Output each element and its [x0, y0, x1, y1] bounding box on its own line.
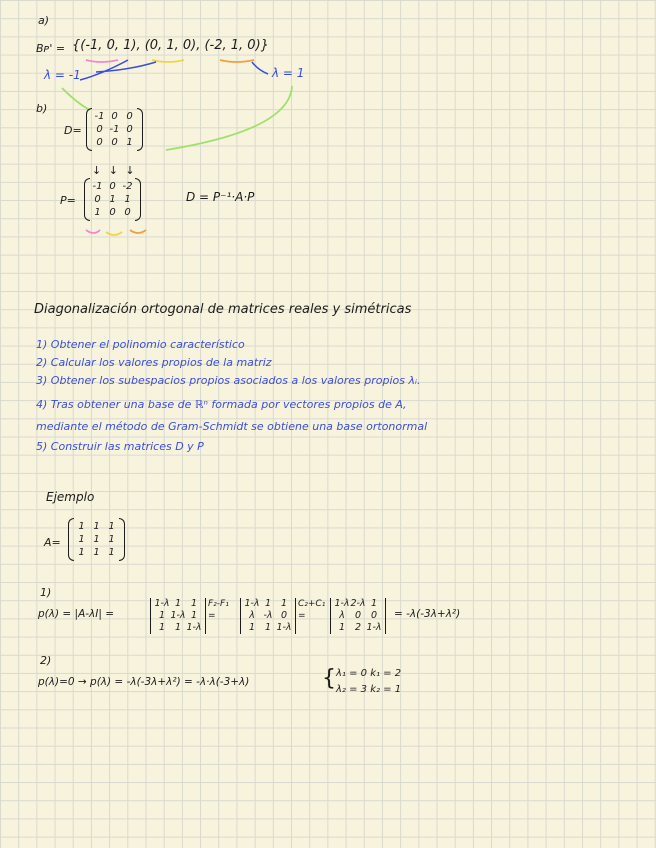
char-poly-result: = -λ(-3λ+λ²)	[394, 608, 461, 620]
part-b-label: b)	[36, 102, 48, 115]
step-1: 1) Obtener el polinomio característico	[36, 338, 245, 351]
d-matrix-label: D=	[64, 124, 82, 137]
eigenvalue-right: λ = 1	[272, 66, 305, 80]
determinant-1: 1-λ 1 1 1 1-λ 1 1 1 1-λ	[150, 598, 206, 634]
step-5: 5) Construir las matrices D y P	[36, 440, 204, 453]
determinant-2: 1-λ 1 1 λ -λ 0 1 1 1-λ	[240, 598, 296, 634]
diagonalization-relation: D = P⁻¹·A·P	[186, 190, 255, 204]
a-matrix: 1 1 1 1 1 1 1 1 1	[74, 520, 119, 559]
eigenvalue-left: λ = -1	[44, 68, 81, 82]
d-matrix: -1 0 0 0 -1 0 0 0 1	[92, 110, 137, 149]
step2-label: 2)	[40, 654, 52, 667]
mapping-arrows: ↓ ↓ ↓	[92, 164, 137, 177]
row-operation: F₂-F₁ =	[208, 599, 229, 621]
step-2: 2) Calcular los valores propios de la matriz	[36, 356, 272, 369]
column-operation: C₂+C₁ =	[298, 599, 326, 621]
basis-set: {(-1, 0, 1), (0, 1, 0), (-2, 1, 0)}	[72, 38, 269, 53]
eigenvalue-2: λ₂ = 3 k₂ = 1	[336, 684, 402, 695]
char-poly-lhs: p(λ) = |A-λI| =	[38, 608, 115, 620]
step-4: 4) Tras obtener una base de ℝⁿ formada por vectores propios de A,	[36, 398, 407, 411]
step-4-continued: mediante el método de Gram-Schmidt se obtiene una base ortonormal	[36, 420, 428, 433]
eigenvalue-1: λ₁ = 0 k₁ = 2	[336, 668, 402, 679]
example-title: Ejemplo	[46, 490, 95, 504]
p-matrix: -1 0 -2 0 1 1 1 0 0	[90, 180, 135, 219]
part-a-label: a)	[38, 14, 50, 27]
basis-lhs: Bᴩ' =	[36, 42, 66, 55]
p-matrix-label: P=	[60, 194, 76, 207]
step-3: 3) Obtener los subespacios propios asociados a los valores propios λᵢ.	[36, 374, 421, 387]
root-brace: {	[322, 666, 336, 691]
step1-label: 1)	[40, 586, 52, 599]
a-matrix-label: A=	[44, 536, 61, 549]
section-title: Diagonalización ortogonal de matrices reales y simétricas	[34, 302, 412, 317]
eigen-equation: p(λ)=0 → p(λ) = -λ(-3λ+λ²) = -λ·λ(-3+λ)	[38, 676, 250, 688]
determinant-3: 1-λ 2-λ 1 λ 0 0 1 2 1-λ	[330, 598, 386, 634]
